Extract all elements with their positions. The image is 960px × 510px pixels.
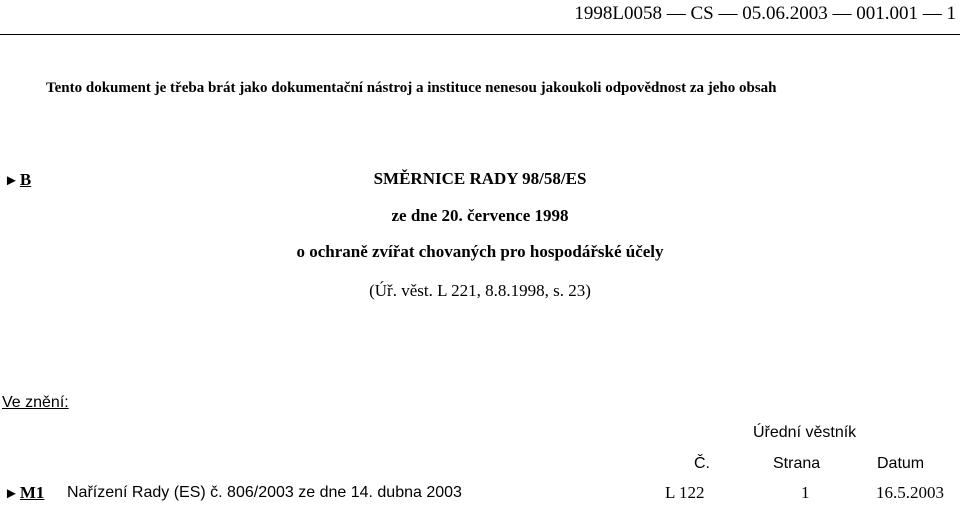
directive-date: ze dne 20. července 1998: [391, 206, 569, 225]
marker-triangle-icon: ►: [4, 486, 19, 502]
amendment-marker[interactable]: [4, 483, 44, 503]
base-act-marker-code: B: [19, 170, 32, 189]
amendment-journal-number: L 122: [665, 483, 705, 502]
official-journal-heading: Úřední věstník: [753, 424, 857, 441]
amendment-title: Nařízení Rady (ES) č. 806/2003 ze dne 14. dubna 2003: [67, 484, 462, 501]
directive-title: SMĚRNICE RADY 98/58/ES: [373, 169, 587, 188]
journal-reference: (Úř. věst. L 221, 8.8.1998, s. 23): [369, 281, 591, 300]
directive-subject: o ochraně zvířat chovaných pro hospodářské účely: [296, 242, 664, 261]
marker-triangle-icon: ►: [4, 173, 19, 189]
header-divider: [0, 34, 960, 35]
document-reference: 1998L0058 — CS — 05.06.2003 — 001.001 — 1: [574, 3, 956, 24]
amendment-date: 16.5.2003: [876, 483, 944, 502]
column-page-header: Strana: [773, 455, 821, 472]
amendment-page: 1: [801, 483, 810, 502]
disclaimer-text: Tento dokument je třeba brát jako dokumentační nástroj a instituce nenesou jakoukoli odpovědnost za jeho obsah: [46, 80, 777, 96]
amended-by-heading: Ve znění:: [2, 394, 69, 411]
amendment-marker-code: M1: [19, 483, 45, 502]
column-date-header: Datum: [877, 455, 925, 472]
column-number-header: Č.: [694, 455, 710, 472]
